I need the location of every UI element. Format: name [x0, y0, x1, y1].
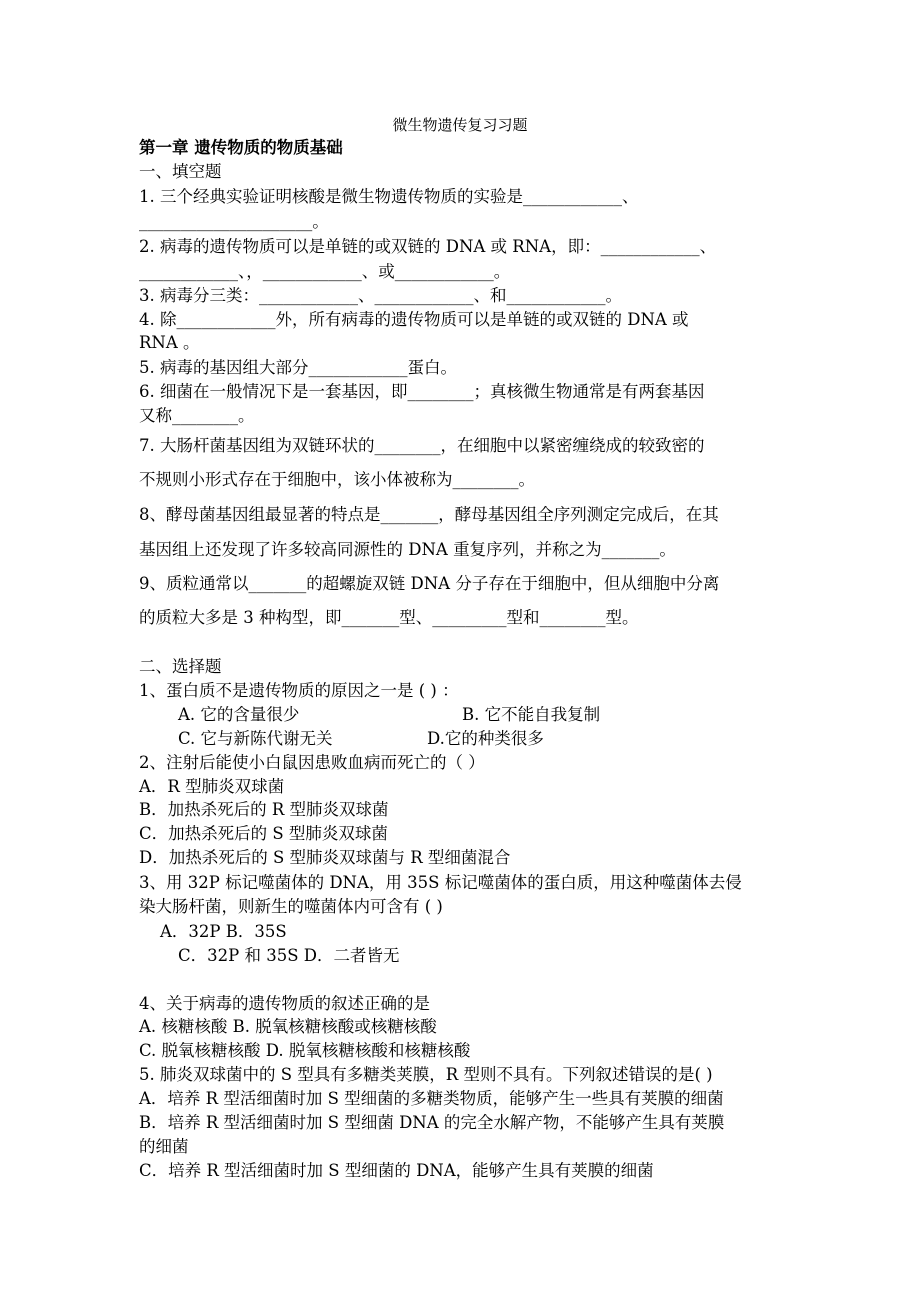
- q1-option-b: B. 它不能自我复制: [462, 705, 601, 724]
- fill-line-2: _____________________。: [139, 212, 329, 231]
- fill-line-3: 2. 病毒的遗传物质可以是单链的或双链的 DNA 或 RNA，即：____________、: [139, 237, 717, 256]
- fill-line-9: 6. 细菌在一般情况下是一套基因，即________；真核微生物通常是有两套基因: [139, 382, 705, 401]
- q1-stem: 1、蛋白质不是遗传物质的原因之一是 ( ) ：: [139, 681, 459, 700]
- choice-heading: 二、选择题: [139, 657, 222, 676]
- fill-line-11: 7. 大肠杆菌基因组为双链环状的________，在细胞中以紧密缠绕成的较致密的: [139, 436, 705, 455]
- q5-option-c: C．培养 R 型活细菌时加 S 型细菌的 DNA，能够产生具有荚膜的细菌: [139, 1161, 654, 1180]
- fill-line-14: 基因组上还发现了许多较高同源性的 DNA 重复序列，并称之为_______。: [139, 540, 676, 559]
- q5-stem: 5. 肺炎双球菌中的 S 型具有多糖类荚膜，R 型则不具有。下列叙述错误的是( ): [139, 1065, 713, 1084]
- fill-line-10: 又称________。: [139, 406, 255, 425]
- q2-option-d: D．加热杀死后的 S 型肺炎双球菌与 R 型细菌混合: [139, 848, 511, 867]
- fill-heading: 一、填空题: [139, 162, 222, 181]
- fill-line-4: ____________、，____________、或____________。: [139, 262, 511, 281]
- q5-option-a: A．培养 R 型活细菌时加 S 型细菌的多糖类物质，能够产生一些具有荚膜的细菌: [139, 1089, 724, 1108]
- q4-options-cd: C. 脱氧核糖核酸 D. 脱氧核糖核酸和核糖核酸: [139, 1041, 471, 1060]
- fill-line-16: 的质粒大多是 3 种构型，即_______型、_________型和________型。: [139, 608, 639, 627]
- fill-line-12: 不规则小形式存在于细胞中，该小体被称为________。: [139, 470, 535, 489]
- q4-options-ab: A. 核糖核酸 B. 脱氧核糖核酸或核糖核酸: [139, 1017, 437, 1036]
- fill-line-8: 5. 病毒的基因组大部分____________蛋白。: [139, 358, 457, 377]
- fill-line-15: 9、质粒通常以_______的超螺旋双链 DNA 分子存在于细胞中，但从细胞中分离: [139, 574, 720, 593]
- q3-stem-line-2: 染大肠杆菌，则新生的噬菌体内可含有 ( ): [139, 897, 443, 916]
- q4-stem: 4、关于病毒的遗传物质的叙述正确的是: [139, 994, 430, 1013]
- fill-line-7: RNA 。: [139, 333, 200, 352]
- chapter-heading: 第一章 遗传物质的物质基础: [139, 138, 343, 157]
- q1-option-c: C. 它与新陈代谢无关: [178, 729, 333, 748]
- q2-option-b: B．加热杀死后的 R 型肺炎双球菌: [139, 800, 389, 819]
- q1-option-d: D.它的种类很多: [427, 729, 544, 748]
- fill-line-6: 4. 除____________外，所有病毒的遗传物质可以是单链的或双链的 DNA 或: [139, 310, 689, 329]
- q2-stem: 2、注射后能使小白鼠因患败血病而死亡的（ ）: [139, 753, 485, 772]
- q2-option-a: A．R 型肺炎双球菌: [139, 777, 285, 796]
- fill-line-13: 8、酵母菌基因组最显著的特点是_______，酵母基因组全序列测定完成后，在其: [139, 505, 719, 524]
- q5-option-b-line-2: 的细菌: [139, 1137, 189, 1156]
- fill-line-5: 3. 病毒分三类：____________、____________、和____________。: [139, 286, 622, 305]
- q3-stem-line-1: 3、用 32P 标记噬菌体的 DNA，用 35S 标记噬菌体的蛋白质，用这种噬菌体去侵: [139, 873, 742, 892]
- document-title: 微生物遗传复习习题: [392, 116, 528, 134]
- fill-line-1: 1. 三个经典实验证明核酸是微生物遗传物质的实验是____________、: [139, 187, 639, 206]
- q5-option-b-line-1: B．培养 R 型活细菌时加 S 型细菌 DNA 的完全水解产物，不能够产生具有荚膜: [139, 1113, 725, 1132]
- q3-options-cd: C．32P 和 35S D．二者皆无: [178, 946, 400, 965]
- q3-options-ab: A．32P B．35S: [160, 922, 287, 941]
- q1-option-a: A. 它的含量很少: [178, 705, 300, 724]
- q2-option-c: C．加热杀死后的 S 型肺炎双球菌: [139, 824, 388, 843]
